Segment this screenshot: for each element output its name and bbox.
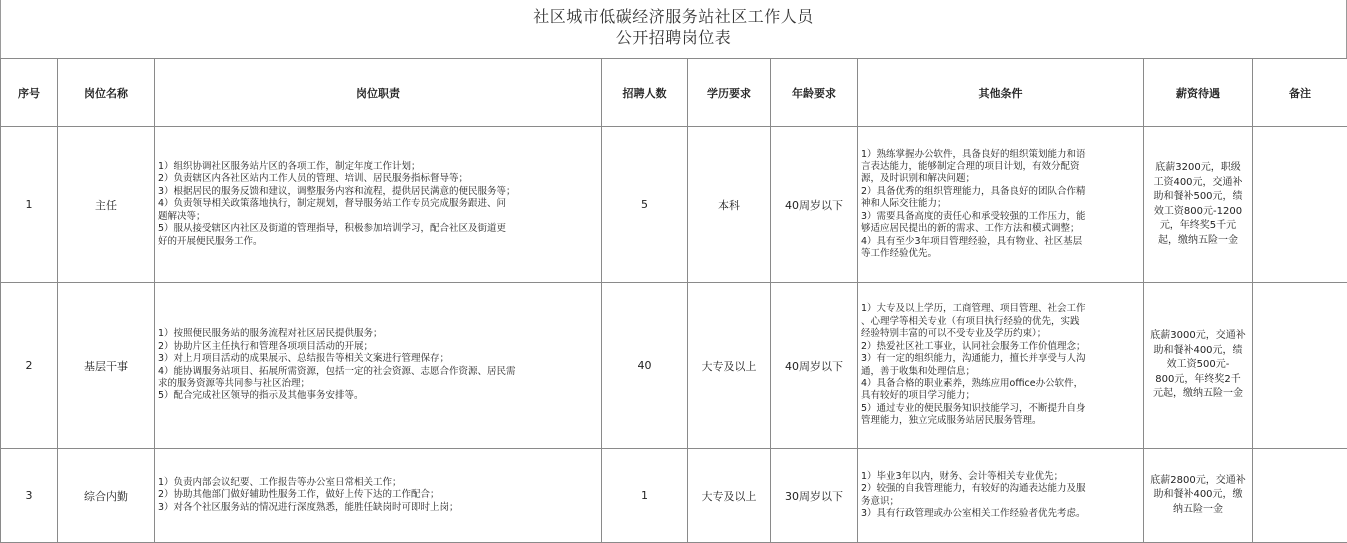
other-line: 4）具有至少3年项目管理经验，具有物业、社区基层 bbox=[861, 236, 1141, 248]
table-row bbox=[1, 449, 1347, 543]
duty-line: 4）能协调服务站项目、拓展所需资源，包括一定的社会资源、志愿合作资源、居民需 bbox=[158, 366, 599, 378]
duty-line: 2）负责辖区内各社区站内工作人员的管理、培训、居民服务指标督导等； bbox=[158, 173, 599, 185]
cell-salary bbox=[1144, 283, 1253, 449]
other-line: 1）大专及以上学历，工商管理、项目管理、社会工作 bbox=[861, 303, 1141, 315]
header-remark: 备注 bbox=[1253, 59, 1347, 127]
other-line: 等工作经验优先。 bbox=[861, 248, 1141, 260]
duty-line: 5）服从接受辖区内社区及街道的管理指导，积极参加培训学习，配合社区及街道更 bbox=[158, 223, 599, 235]
header-education: 学历要求 bbox=[688, 59, 771, 127]
salary-line: 助和餐补500元，绩 bbox=[1147, 190, 1249, 205]
other-line: 2）热爱社区社工事业，认同社会服务工作价值理念； bbox=[861, 341, 1141, 353]
salary-line: 效工资800元-1200 bbox=[1147, 205, 1249, 220]
cell-position: 主任 bbox=[58, 127, 155, 283]
salary-line: 纳五险一金 bbox=[1147, 503, 1249, 518]
cell-age: 40周岁以下 bbox=[771, 127, 858, 283]
other-line: 2）较强的自我管理能力，有较好的沟通表达能力及服 bbox=[861, 483, 1141, 495]
salary-line: 底薪3000元，交通补 bbox=[1147, 329, 1249, 344]
cell-other bbox=[858, 449, 1144, 543]
duty-line: 1）按照便民服务站的服务流程对社区居民提供服务； bbox=[158, 328, 599, 340]
cell-count: 1 bbox=[602, 449, 688, 543]
cell-duties bbox=[155, 449, 602, 543]
other-line: 5）通过专业的便民服务知识技能学习，不断提升自身 bbox=[861, 403, 1141, 415]
other-line: 经验特别丰富的可以不受专业及学历约束）； bbox=[861, 328, 1141, 340]
salary-line: 助和餐补400元，绩 bbox=[1147, 344, 1249, 359]
duty-line: 题解决等； bbox=[158, 211, 599, 223]
duty-line: 4）负责领导相关政策落地执行，制定规划，督导服务站工作专员完成服务跟进、问 bbox=[158, 198, 599, 210]
cell-other bbox=[858, 127, 1144, 283]
other-line: 务意识； bbox=[861, 496, 1141, 508]
salary-line: 工资400元，交通补 bbox=[1147, 176, 1249, 191]
header-row bbox=[1, 59, 1347, 127]
duty-line: 好的开展便民服务工作。 bbox=[158, 236, 599, 248]
other-line: 1）毕业3年以内，财务、会计等相关专业优先； bbox=[861, 471, 1141, 483]
title-line-1: 社区城市低碳经济服务站社区工作人员 bbox=[1, 0, 1346, 27]
cell-duties bbox=[155, 283, 602, 449]
duty-line: 2）协助片区主任执行和管理各项项目活动的开展； bbox=[158, 341, 599, 353]
other-line: 源，及时识别和解决问题； bbox=[861, 173, 1141, 185]
table-row bbox=[1, 283, 1347, 449]
cell-age: 40周岁以下 bbox=[771, 283, 858, 449]
other-line: 够适应居民提出的新的需求、工作方法和模式调整； bbox=[861, 223, 1141, 235]
salary-line: 800元，年终奖2千 bbox=[1147, 373, 1249, 388]
duty-line: 3）对上月项目活动的成果展示、总结报告等相关文案进行管理保存； bbox=[158, 353, 599, 365]
cell-salary bbox=[1144, 449, 1253, 543]
header-duties: 岗位职责 bbox=[155, 59, 602, 127]
cell-salary bbox=[1144, 127, 1253, 283]
salary-line: 元，年终奖5千元 bbox=[1147, 219, 1249, 234]
other-line: 1）熟练掌握办公软件，具备良好的组织策划能力和语 bbox=[861, 149, 1141, 161]
other-line: 3）需要具备高度的责任心和承受较强的工作压力，能 bbox=[861, 211, 1141, 223]
salary-line: 起，缴纳五险一金 bbox=[1147, 234, 1249, 249]
other-line: 3）有一定的组织能力，沟通能力，擅长并享受与人沟 bbox=[861, 353, 1141, 365]
salary-line: 底薪3200元，职级 bbox=[1147, 161, 1249, 176]
positions-table bbox=[0, 58, 1347, 543]
other-line: 言表达能力，能够制定合理的项目计划，有效分配资 bbox=[861, 161, 1141, 173]
duty-line: 3）根据居民的服务反馈和建议，调整服务内容和流程，提供居民满意的便民服务等； bbox=[158, 186, 599, 198]
duty-line: 5）配合完成社区领导的指示及其他事务安排等。 bbox=[158, 390, 599, 402]
cell-education: 大专及以上 bbox=[688, 283, 771, 449]
cell-seq: 2 bbox=[1, 283, 58, 449]
cell-count: 40 bbox=[602, 283, 688, 449]
cell-position: 综合内勤 bbox=[58, 449, 155, 543]
cell-seq: 3 bbox=[1, 449, 58, 543]
other-line: 具有较好的项目学习能力； bbox=[861, 390, 1141, 402]
duty-line: 1）负责内部会议纪要、工作报告等办公室日常相关工作； bbox=[158, 477, 599, 489]
cell-remark bbox=[1253, 127, 1347, 283]
header-count: 招聘人数 bbox=[602, 59, 688, 127]
other-line: 管理能力，独立完成服务站居民服务管理。 bbox=[861, 415, 1141, 427]
cell-age: 30周岁以下 bbox=[771, 449, 858, 543]
duty-line: 3）对各个社区服务站的情况进行深度熟悉，能胜任缺岗时可即时上岗； bbox=[158, 502, 599, 514]
title-line-2: 公开招聘岗位表 bbox=[1, 27, 1346, 48]
sheet-title bbox=[0, 0, 1347, 58]
salary-line: 效工资500元- bbox=[1147, 358, 1249, 373]
cell-duties bbox=[155, 127, 602, 283]
other-line: 2）具备优秀的组织管理能力，具备良好的团队合作精 bbox=[861, 186, 1141, 198]
header-position: 岗位名称 bbox=[58, 59, 155, 127]
salary-line: 助和餐补400元，缴 bbox=[1147, 488, 1249, 503]
cell-education: 本科 bbox=[688, 127, 771, 283]
other-line: 3）具有行政管理或办公室相关工作经验者优先考虑。 bbox=[861, 508, 1141, 520]
salary-line: 底薪2800元，交通补 bbox=[1147, 474, 1249, 489]
duty-line: 求的服务资源等共同参与社区治理； bbox=[158, 378, 599, 390]
salary-line: 元起，缴纳五险一金 bbox=[1147, 387, 1249, 402]
cell-other bbox=[858, 283, 1144, 449]
header-seq: 序号 bbox=[1, 59, 58, 127]
cell-seq: 1 bbox=[1, 127, 58, 283]
duty-line: 1）组织协调社区服务站片区的各项工作，制定年度工作计划； bbox=[158, 161, 599, 173]
other-line: 、心理学等相关专业（有项目执行经验的优先，实践 bbox=[861, 316, 1141, 328]
duty-line: 2）协助其他部门做好辅助性服务工作，做好上传下达的工作配合； bbox=[158, 489, 599, 501]
header-other: 其他条件 bbox=[858, 59, 1144, 127]
cell-count: 5 bbox=[602, 127, 688, 283]
header-age: 年龄要求 bbox=[771, 59, 858, 127]
other-line: 神和人际交往能力； bbox=[861, 198, 1141, 210]
cell-remark bbox=[1253, 449, 1347, 543]
table-row bbox=[1, 127, 1347, 283]
header-salary: 薪资待遇 bbox=[1144, 59, 1253, 127]
other-line: 通，善于收集和处理信息； bbox=[861, 366, 1141, 378]
cell-education: 大专及以上 bbox=[688, 449, 771, 543]
cell-position: 基层干事 bbox=[58, 283, 155, 449]
other-line: 4）具备合格的职业素养，熟练应用office办公软件， bbox=[861, 378, 1141, 390]
cell-remark bbox=[1253, 283, 1347, 449]
